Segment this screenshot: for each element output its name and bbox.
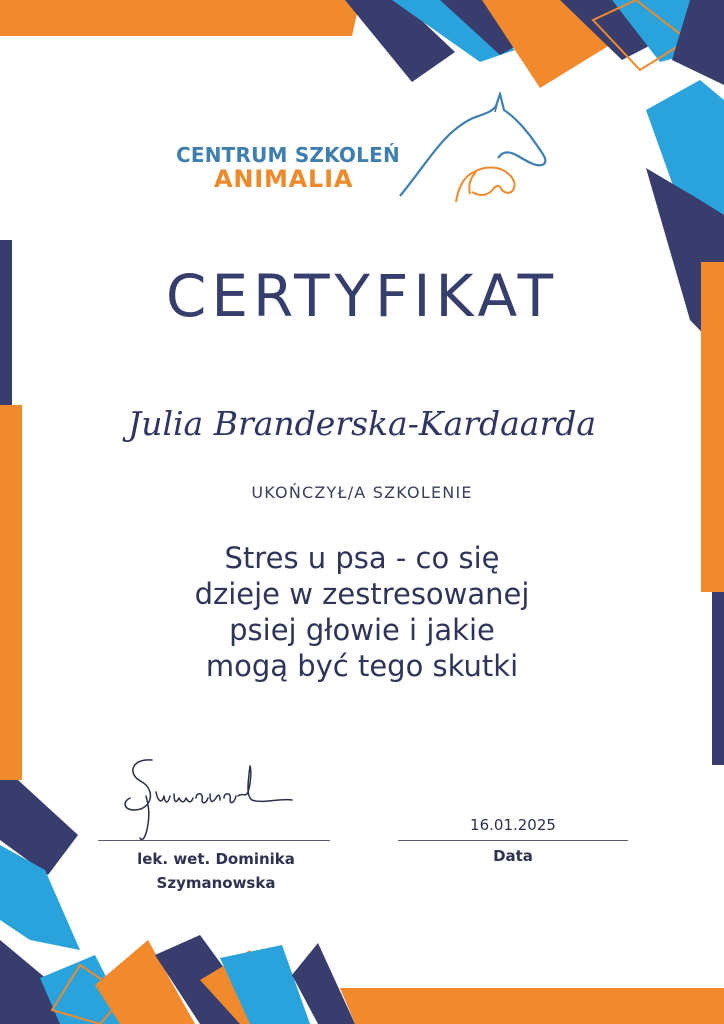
signature-line <box>98 840 330 841</box>
course-title-line: Stres u psa - co się <box>224 541 500 575</box>
certificate-title: CERTYFIKAT <box>165 262 559 330</box>
signer-name <box>98 847 334 895</box>
completed-training-text: UKOŃCZYŁ/A SZKOLENIE <box>251 483 473 502</box>
signer-name-line: Szymanowska <box>156 874 276 892</box>
dog-outline <box>456 168 515 203</box>
course-title-line: psiej głowie i jakie <box>229 613 495 647</box>
horse-outline <box>400 94 545 196</box>
signer-name-line: lek. wet. Dominika <box>137 850 295 868</box>
logo-line1: CENTRUM SZKOLEŃ <box>176 143 400 167</box>
date-line <box>398 840 628 841</box>
top-orange-bar <box>0 0 360 36</box>
bottom-orange-bar <box>340 988 724 1024</box>
right-navy-strip <box>712 592 724 765</box>
course-title-line: mogą być tego skutki <box>205 649 519 683</box>
dog-ear-detail <box>469 172 476 194</box>
left-orange-strip <box>0 405 22 780</box>
recipient-name: Julia Branderska-Kardaarda <box>127 404 597 443</box>
logo-line2: ANIMALIA <box>214 165 354 193</box>
horse-and-dog-icon <box>398 92 550 204</box>
date-value: 16.01.2025 <box>470 816 556 834</box>
course-title <box>110 540 614 684</box>
course-title-line: dzieje w zestresowanej <box>194 577 530 611</box>
date-label: Data <box>493 847 533 865</box>
handwritten-signature <box>112 752 298 844</box>
